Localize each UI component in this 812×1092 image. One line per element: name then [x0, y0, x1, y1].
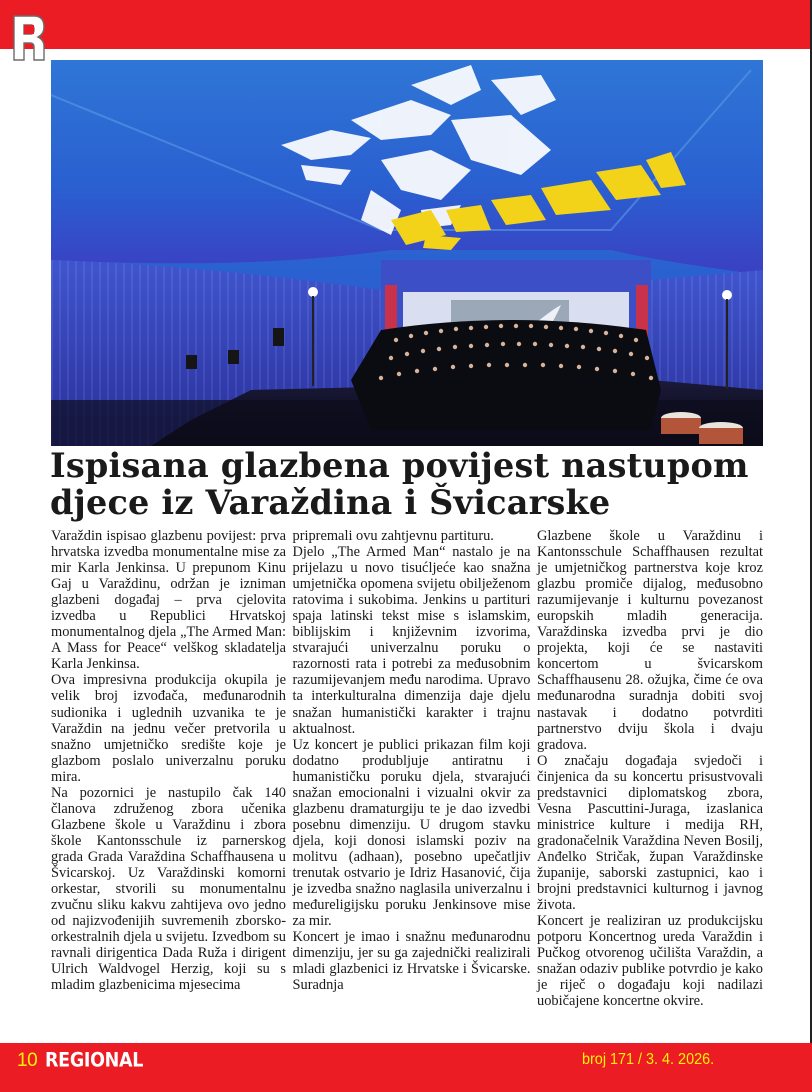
paragraph: Djelo „The Armed Man“ nastalo je na prijelazu u novo tisućljeće kao snažna umjetnička opomena svijetu obilježenom ratovima i sukobima. Jenkins u partituri spaja latinski tekst mise s islamskim, biblijskim i književnim izvorima, stvarajući univerzalnu poruku o razornosti rata i potrebi za međusobnim razumijevanjem među narodima. Upravo ta interkulturalna dimenzija daje djelu snažan humanistički karakter i trajnu aktualnost. [292, 544, 531, 737]
article-headline [50, 447, 770, 521]
article-column-3 [537, 528, 763, 1033]
paragraph: Glazbene škole u Varaždinu i Kantonsschule Schaffhausen rezultat je umjetničkog partnerstva koje kroz glazbu promiče dijalog, međusobno razumijevanje i kulturnu povezanost europskih mladih generacija. Varaždinska izvedba prvi je dio projekta, koji će se nastaviti koncertom u švicarskom Schaffhausenu 28. ožujka, čime će ova međunarodna suradnja dobiti svoj nastavak i dodatno potvrditi partnerstvo dviju škola i dvaju gradova. [537, 528, 763, 753]
regional-logo-icon [12, 12, 46, 62]
paragraph: Varaždin ispisao glazbenu povijest: prva hrvatska izvedba monumentalne mise za mir Karla Jenkinsa. U prepunom Kinu Gaj u Varaždinu, održan je izniman glazbeni događaj – prva cjelovita izvedba u Republici Hrvatskoj monumentalnog djela „The Armed Man: A Mass for Peace“ velškog skladatelja Karla Jenkinsa. [51, 528, 286, 673]
brand-wordmark: REGIONAL [45, 1050, 144, 1072]
paragraph: pripremali ovu zahtjevnu partituru. [292, 528, 494, 544]
headline-line-2: djece iz Varaždina i Švicarske [50, 483, 611, 522]
paragraph: Koncert je imao i snažnu međunarodnu dimenziju, jer su ga zajednički realizirali mladi glazbenici iz Hrvatske i Švicarske. Suradnja [292, 929, 531, 994]
article-photo [51, 60, 763, 446]
headline-line-1: Ispisana glazbena povijest nastupom [50, 446, 749, 485]
paragraph: Koncert je realiziran uz produkcijsku potporu Koncertnog ureda Varaždin i Pučkog otvorenog učilišta Varaždin, a snažan odaziv publike potvrdio je kako je riječ o događaju koji nadilazi uobičajene koncertne okvire. [537, 913, 763, 1010]
paragraph: O značaju događaja svjedoči i činjenica da su koncertu prisustvovali predstavnici diplomatskog zbora, Vesna Pascuttini-Juraga, izaslanica ministrice kulture i medija RH, gradonačelnik Varaždina Neven Bosilj, Anđelko Stričak, župan Varaždinske županije, saborski zastupnici, kao i brojni predstavnici kulturnog i javnog života. [537, 752, 763, 914]
paragraph: Ova impresivna produkcija okupila je velik broj izvođača, međunarodnih sudionika i uglednih uzvanika te je Varaždin na jednu večer pretvorila u snažno umjetničko središte koje je glazbom poslalo univerzalnu poruku mira. [51, 672, 286, 785]
article-column-1 [51, 528, 286, 1033]
article-column-2 [293, 528, 531, 1033]
issue-info: broj 171 / 3. 4. 2026. [582, 1051, 715, 1068]
concert-photo-illustration [51, 60, 763, 446]
paragraph: Uz koncert je publici prikazan film koji dodatno produbljuje antiratnu i humanističku poruku djela, stvarajući snažan emocionalni i vizualni okvir za glazbenu dramaturgiju te je dao izvedbi posebnu dimenziju. U drugom stavku djela, koji donosi islamski poziv na molitvu (adhaan), posebno upečatljiv trenutak ostvario je Idriz Hasanović, čija je izvedba snažno naglasila univerzalnu i međureligijsku poruku Jenkinsove mise za mir. [292, 736, 531, 930]
page-number: 10 [17, 1050, 38, 1071]
article-body [51, 528, 763, 1033]
paragraph: Na pozornici je nastupilo čak 140 članova združenog zbora učenika Glazbene škole u Varaždinu i zbora škole Kantonsschule iz parnerskog grada Grada Varaždina Schaffhausena u Švicarskoj. Uz Varaždinski komorni orkestar, stvorili su monumentalnu zvučnu sliku kakvu zahtijeva ovo jedno od najizvođenijih suvremenih zborsko-orkestralnih djela u svijetu. Izvedbom su ravnali dirigentica Dada Ruža i dirigent Ulrich Waldvogel Herzig, koji su s mladim glazbenicima mjesecima [51, 784, 286, 994]
header-bar [0, 0, 812, 49]
